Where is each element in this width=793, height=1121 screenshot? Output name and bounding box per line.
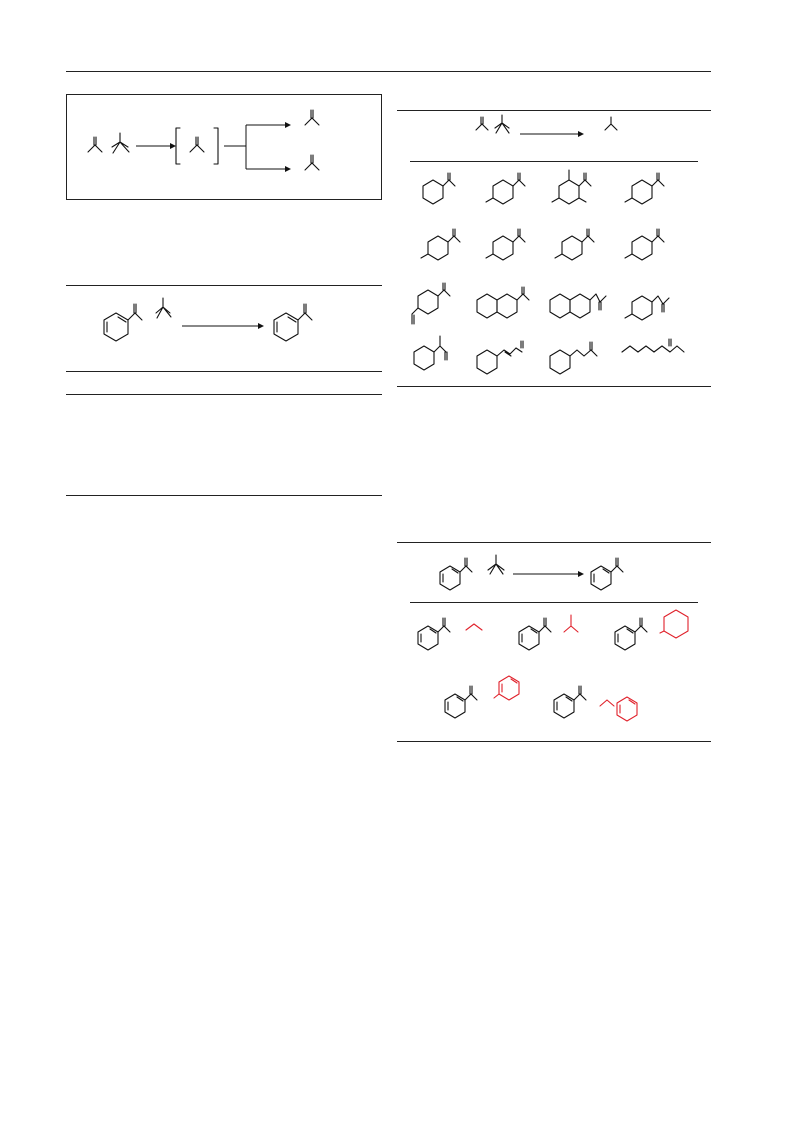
radical-product-1 [418,618,482,650]
radical-product-5 [554,686,637,721]
radical-product-2 [519,615,578,650]
radical-product-4 [445,676,519,718]
radical-product-3 [615,610,688,650]
